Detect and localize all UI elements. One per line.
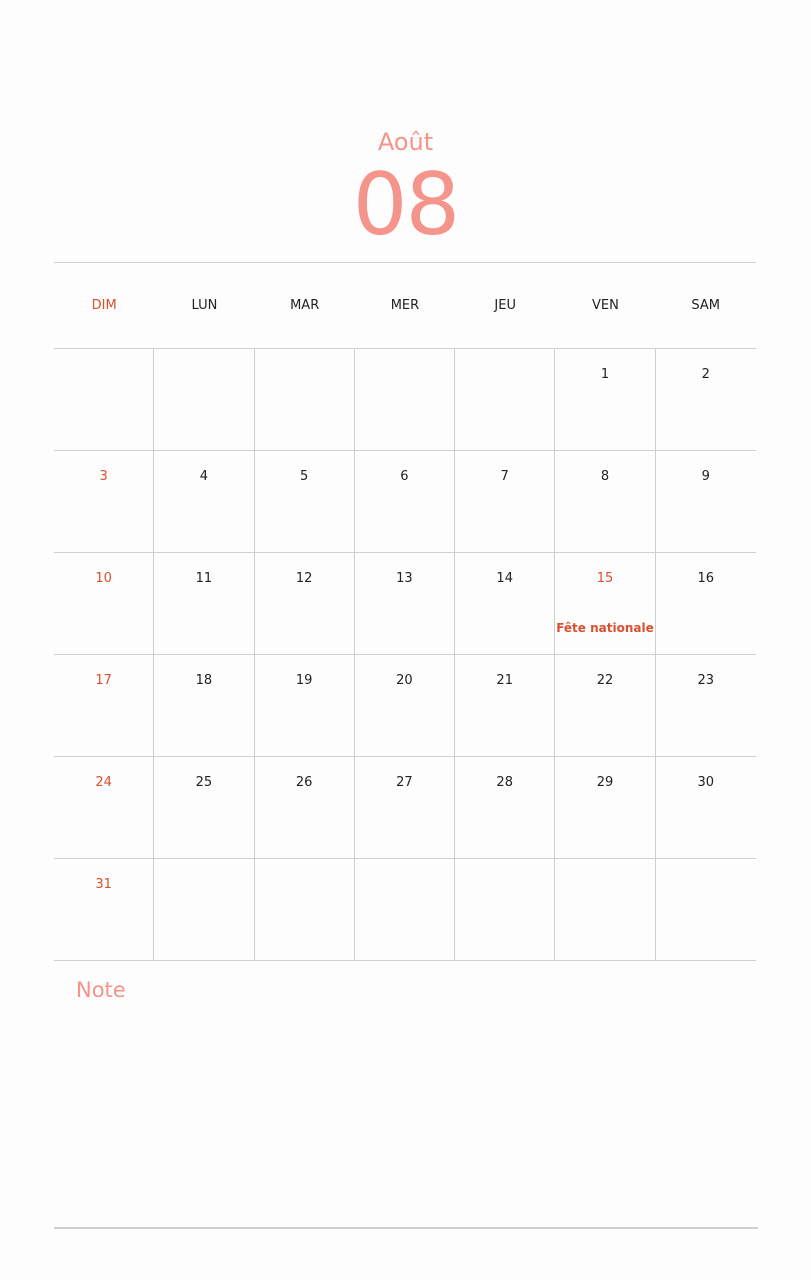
day-number: 13 xyxy=(396,571,413,586)
day-cell-17[interactable] xyxy=(54,655,154,756)
day-number: 30 xyxy=(697,775,714,790)
day-number: 7 xyxy=(500,469,509,484)
day-number: 4 xyxy=(199,469,209,484)
empty-day-cell xyxy=(54,349,154,450)
day-number: 23 xyxy=(697,673,714,688)
day-cell-27[interactable] xyxy=(355,757,455,858)
day-cell-6[interactable] xyxy=(355,451,455,552)
empty-day-cell xyxy=(255,859,355,960)
day-number: 9 xyxy=(701,469,710,484)
day-cell-1[interactable] xyxy=(555,349,655,450)
week-row xyxy=(54,655,756,757)
day-cell-7[interactable] xyxy=(455,451,555,552)
day-cell-2[interactable] xyxy=(656,349,756,450)
day-cell-16[interactable] xyxy=(656,553,756,654)
day-number: 12 xyxy=(295,571,313,586)
day-number: 11 xyxy=(195,571,213,586)
day-cell-30[interactable] xyxy=(656,757,756,858)
week-row xyxy=(54,553,756,655)
day-cell-20[interactable] xyxy=(355,655,455,756)
day-cell-24[interactable] xyxy=(54,757,154,858)
day-cell-4[interactable] xyxy=(154,451,254,552)
day-cell-26[interactable] xyxy=(255,757,355,858)
weekday-sunday: DIM xyxy=(91,298,117,313)
weekday-saturday: SAM xyxy=(691,298,721,313)
day-number: 24 xyxy=(95,775,112,790)
week-row xyxy=(54,859,756,961)
calendar-header xyxy=(0,0,811,262)
day-cell-15[interactable] xyxy=(555,553,655,654)
weekday-monday: LUN xyxy=(191,298,218,313)
day-cell-5[interactable] xyxy=(255,451,355,552)
day-cell-18[interactable] xyxy=(154,655,254,756)
day-number: 6 xyxy=(400,469,409,484)
day-number: 14 xyxy=(496,571,513,586)
empty-day-cell xyxy=(656,859,756,960)
day-number: 5 xyxy=(300,469,309,484)
day-cell-9[interactable] xyxy=(656,451,756,552)
month-name: Août xyxy=(377,128,434,156)
note-label: Note xyxy=(76,978,126,1002)
day-number: 28 xyxy=(496,775,513,790)
day-number: 27 xyxy=(396,775,413,790)
day-number: 22 xyxy=(596,673,614,688)
weekday-header-row xyxy=(54,263,756,348)
day-number: 3 xyxy=(99,469,108,484)
day-number: 16 xyxy=(697,571,714,586)
month-number: 08 xyxy=(352,155,459,255)
day-number: 15 xyxy=(596,571,614,586)
day-cell-14[interactable] xyxy=(455,553,555,654)
day-number: 8 xyxy=(600,469,610,484)
day-cell-31[interactable] xyxy=(54,859,154,960)
holiday-label: Fête nationale xyxy=(556,621,654,635)
day-number: 26 xyxy=(295,775,313,790)
day-cell-25[interactable] xyxy=(154,757,254,858)
day-number: 2 xyxy=(701,367,710,382)
day-cell-21[interactable] xyxy=(455,655,555,756)
day-cell-10[interactable] xyxy=(54,553,154,654)
empty-day-cell xyxy=(455,349,555,450)
empty-day-cell xyxy=(255,349,355,450)
empty-day-cell xyxy=(355,859,455,960)
day-number: 25 xyxy=(195,775,213,790)
day-cell-22[interactable] xyxy=(555,655,655,756)
day-cell-23[interactable] xyxy=(656,655,756,756)
weekday-thursday: JEU xyxy=(494,298,516,313)
empty-day-cell xyxy=(154,349,254,450)
calendar-grid xyxy=(54,348,756,961)
day-number: 1 xyxy=(600,367,610,382)
weekday-friday: VEN xyxy=(592,298,619,313)
week-row xyxy=(54,451,756,553)
weekday-tuesday: MAR xyxy=(290,298,320,313)
week-row xyxy=(54,757,756,859)
day-cell-11[interactable] xyxy=(154,553,254,654)
day-number: 19 xyxy=(295,673,313,688)
empty-day-cell xyxy=(455,859,555,960)
empty-day-cell xyxy=(355,349,455,450)
day-number: 17 xyxy=(95,673,112,688)
day-cell-28[interactable] xyxy=(455,757,555,858)
day-number: 18 xyxy=(195,673,213,688)
note-divider xyxy=(54,1227,758,1229)
weekday-wednesday: MER xyxy=(390,298,420,313)
day-cell-19[interactable] xyxy=(255,655,355,756)
day-number: 20 xyxy=(396,673,413,688)
day-number: 10 xyxy=(95,571,112,586)
week-row xyxy=(54,349,756,451)
day-cell-12[interactable] xyxy=(255,553,355,654)
day-cell-8[interactable] xyxy=(555,451,655,552)
day-cell-29[interactable] xyxy=(555,757,655,858)
day-number: 31 xyxy=(95,877,112,892)
empty-day-cell xyxy=(154,859,254,960)
day-number: 21 xyxy=(496,673,513,688)
day-number: 29 xyxy=(596,775,614,790)
day-cell-3[interactable] xyxy=(54,451,154,552)
empty-day-cell xyxy=(555,859,655,960)
day-cell-13[interactable] xyxy=(355,553,455,654)
